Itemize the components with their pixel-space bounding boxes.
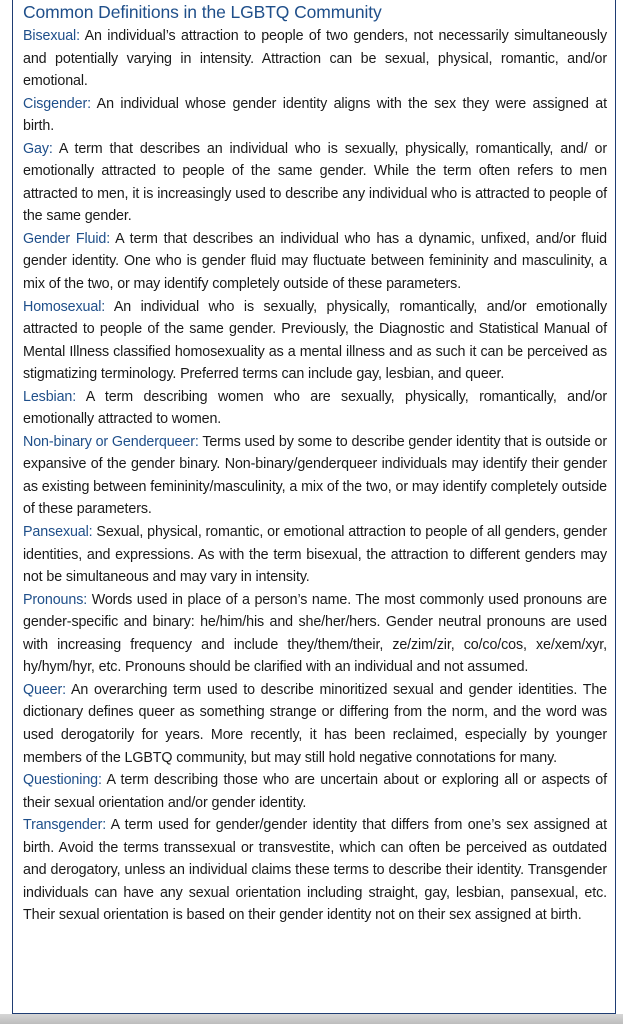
definition-text: A term that describes an individual who has a dynamic, unfixed, and/or fluid gender identity. One who is gender fluid may fluctuate between femininity and masculinity, a mix of the two, or may identify completely outside of these parameters. xyxy=(23,230,607,293)
definition-text: An overarching term used to describe minoritized sexual and gender identities. The dictionary defines queer as something strange or differing from the norm, and the word was used derogatorily for years. More recently, it has been reclaimed, especially by younger members of the LGBTQ community, but may still hold negative connotations for many. xyxy=(23,681,607,766)
definition-entry xyxy=(23,431,607,521)
definition-entry xyxy=(23,25,607,93)
definition-text: Terms used by some to describe gender identity that is outside or expansive of the gender binary. Non-binary/genderqueer individuals may identify their gender as existing between femininity/masculinity, a mix of the two, or may identify completely outside of these parameters. xyxy=(23,433,607,518)
definition-entry xyxy=(23,679,607,769)
page-title: Common Definitions in the LGBTQ Community xyxy=(23,2,382,22)
definition-term: Pansexual: xyxy=(23,524,93,541)
definition-entry xyxy=(23,93,607,138)
definition-entry xyxy=(23,521,607,589)
definition-text: A term describing women who are sexually, physically, romantically, and/or emotionally attracted to women. xyxy=(23,388,607,428)
definition-term: Transgender: xyxy=(23,817,107,834)
definition-entry xyxy=(23,386,607,431)
definition-term: Homosexual: xyxy=(23,298,106,315)
definition-term: Non-binary or Genderqueer: xyxy=(23,433,199,450)
definition-term: Queer: xyxy=(23,681,66,698)
definition-text: A term describing those who are uncertain about or exploring all or aspects of their sexual orientation and/or gender identity. xyxy=(23,772,607,811)
definition-term: Lesbian: xyxy=(23,388,77,405)
definition-entry xyxy=(23,296,607,386)
definition-text: An individual whose gender identity aligns with the sex they were assigned at birth. xyxy=(23,95,607,135)
definition-text: A term that describes an individual who is sexually, physically, romantically, and/ or emotionally attracted to people of the same gender. While the term often refers to men attracted to men, it is increasingly used to describe any individual who is attracted to people of the same gender. xyxy=(23,140,607,225)
definition-entry xyxy=(23,138,607,228)
definitions-list xyxy=(23,25,607,927)
definition-entry xyxy=(23,814,607,927)
definition-term: Bisexual: xyxy=(23,28,80,44)
definition-term: Cisgender: xyxy=(23,95,91,112)
definition-term: Pronouns: xyxy=(23,591,88,608)
definition-entry xyxy=(23,769,607,814)
definition-term: Questioning: xyxy=(23,772,102,789)
definition-text: A term used for gender/gender identity that differs from one’s sex assigned at birth. Avoid the terms transsexual or transvestite, which can often be perceived as outdated and derogatory, unless an individual claims these terms to describe their identity. Transgender individuals can have any sexual orientation including straight, gay, lesbian, pansexual, etc. Their sexual orientation is based on their gender identity not on their sex assigned at birth. xyxy=(23,817,607,924)
definition-term: Gender Fluid: xyxy=(23,230,111,247)
page-bottom-edge xyxy=(0,1014,623,1024)
definition-term: Gay: xyxy=(23,140,53,157)
definition-text: Words used in place of a person’s name. The most commonly used pronouns are gender-specific and binary: he/him/his and she/her/hers. Gender neutral pronouns are used with increasing frequency and include they/them/their, ze/zim/zir, co/co/cos, xe/xem/xyr, hy/hym/hyr, etc. Pronouns should be clarified with an individual and not assumed. xyxy=(23,591,608,676)
definition-text: Sexual, physical, romantic, or emotional attraction to people of all genders, gender identities, and expressions. As with the term bisexual, the attraction to different genders may not be simultaneous and may vary in intensity. xyxy=(23,524,608,586)
definition-entry xyxy=(23,589,607,679)
definition-text: An individual who is sexually, physically, romantically, and/or emotionally attracted to people of the same gender. Previously, the Diagnostic and Statistical Manual of Mental Illness classified homosexuality as a mental illness and as such it can be perceived as stigmatizing terminology. Preferred terms can include gay, lesbian, and queer. xyxy=(23,298,607,383)
definition-entry xyxy=(23,228,607,296)
definition-text: An individual’s attraction to people of two genders, not necessarily simultaneously and potentially varying in intensity. Attraction can be sexual, physical, romantic, and/or emotional. xyxy=(23,28,607,90)
